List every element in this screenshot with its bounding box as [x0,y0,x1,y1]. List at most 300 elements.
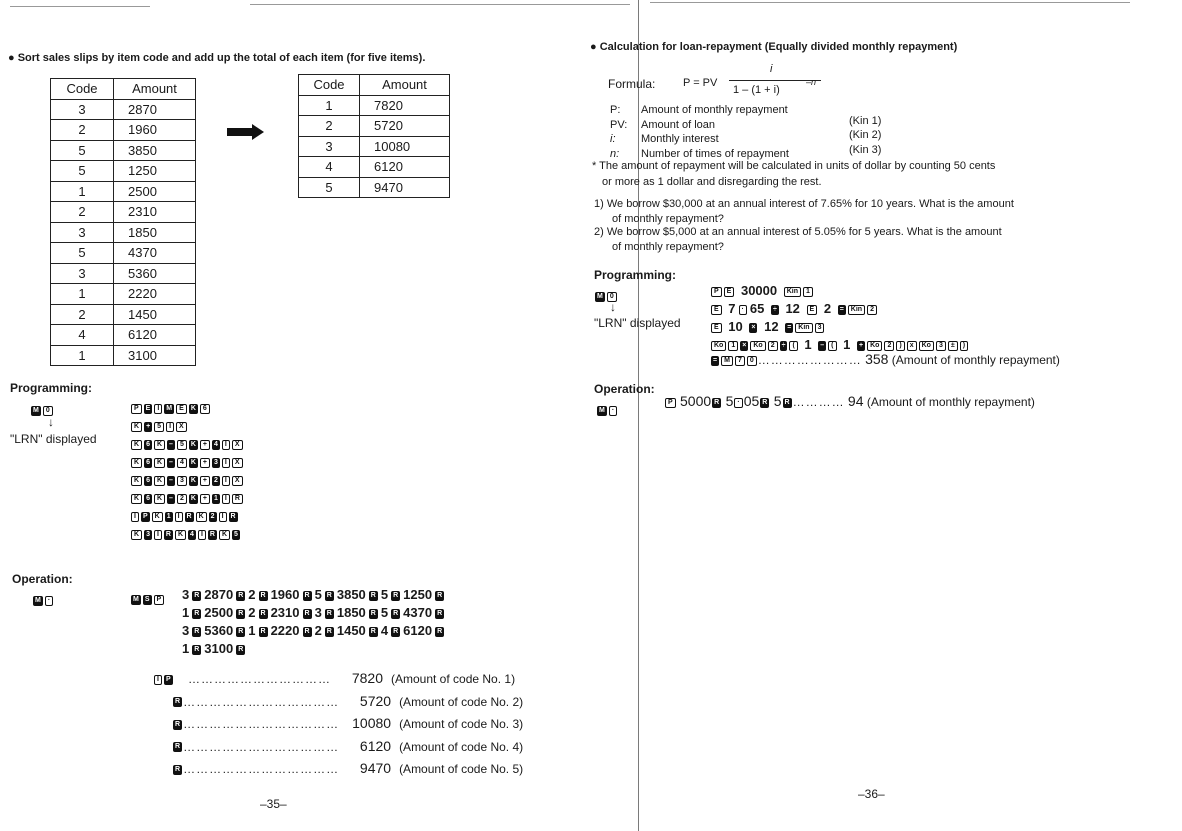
dot-key-icon: · [734,398,742,408]
key-icon: 3 [936,341,946,351]
operation-number: 1 [182,605,190,620]
kout-key-icon: Ko [919,341,934,351]
calculator-key-icon: 6 [146,458,150,466]
run-key-icon: R [238,627,244,635]
leader-dots: ……………………………… [183,762,340,776]
run-key-icon: R [194,609,200,617]
right-lrn-label: "LRN" displayed [594,316,681,330]
lrn-displayed-label: "LRN" displayed [10,432,97,446]
code-cell: 3 [51,99,114,120]
code-cell: 1 [51,181,114,202]
calculator-key-icon: R [165,530,171,538]
kin-key-icon: Kin [784,287,801,297]
run-key-icon: R [784,398,790,406]
operation-number: 2220 [270,623,300,638]
table-row [299,116,450,137]
operation-number: 5 [314,587,322,602]
calculator-key-icon: I [175,512,183,522]
key-icon: 3 [815,323,825,333]
calculator-key-icon: K [154,494,165,504]
run-key-icon: R [238,609,244,617]
run-key-icon: R [370,609,376,617]
amount-cell: 1450 [114,304,196,325]
key-icon: ( [828,341,836,351]
calculator-key-icon: 6 [146,476,150,484]
operation-number: 2500 [204,605,234,620]
kout-key-icon: Ko [750,341,765,351]
question-1-line-2: of monthly repayment? [612,213,724,225]
operation-number: 5360 [204,623,234,638]
kin-register-label: (Kin 3) [849,143,882,156]
left-op-mode-keys [32,592,54,610]
operation-line [180,605,445,620]
key-icon: 2 [884,341,894,351]
table-header-row [51,79,196,100]
calculator-key-icon: 4 [214,440,218,448]
op-prefix-keys [130,591,165,609]
kin-register-label: (Kin 2) [849,129,882,141]
operation-number: 2 [314,623,322,638]
question-2-line-1: 2) We borrow $5,000 at an annual interest of 5.05% for 5 years. What is the amount [594,226,1002,238]
table-header-row [299,75,450,96]
table-row [51,325,196,346]
kout-key-icon: Ko [867,341,882,351]
amount-header: Amount [114,79,196,100]
program-key-line [130,508,239,523]
mode-key-icon: M [35,596,41,604]
table-row [51,202,196,223]
key-icon: + [859,341,864,349]
operation-number: 1250 [403,587,433,602]
formula-exponent: –n [806,77,817,87]
run-key-icon: R [260,627,266,635]
operation-line [180,587,445,602]
amount-cell: 2500 [114,181,196,202]
calculator-key-icon: I [222,476,230,486]
calculator-key-icon: 1 [166,512,171,520]
kin-key-icon: Kin [795,323,812,333]
run-key-icon: R [238,645,244,653]
run-key-icon: R [437,609,443,617]
sales-slip-table [50,78,196,366]
kout-key-icon: Ko [711,341,726,351]
code-cell: 4 [299,157,360,178]
arrow-head-icon [252,124,264,140]
calculator-key-icon: K [154,476,165,486]
result-value: 10080 [352,715,392,731]
key-icon: E [711,305,722,315]
code-cell: 5 [299,177,360,198]
result-note: (Amount of code No. 1) [391,672,516,686]
amount-cell: 1960 [114,120,196,141]
definition-symbol: PV: [610,118,628,131]
key-icon: M [133,595,139,603]
program-key-line [130,454,244,469]
amount-cell: 9470 [360,177,450,198]
note-line-1: * The amount of repayment will be calculated in units of dollar by counting 50 cents [592,160,996,172]
key-icon: E [724,287,735,297]
calculator-key-icon: P [142,512,148,520]
table-row [51,263,196,284]
prog-line-2: E 7 · 65 ÷ 12 E 2 = Kin 2 [710,301,878,316]
table-row [51,161,196,182]
amount-header: Amount [360,75,450,96]
run-key-icon: R [762,398,768,406]
right-op-line: P 5000 R 5 · 05 R 5 R ………… 94 (Amount of monthly repayment) [664,393,1035,409]
calculator-key-icon: X [176,422,187,432]
calculator-key-icon: E [176,404,187,414]
formula-label: Formula: [608,77,656,91]
table-row [299,177,450,198]
operation-number: 1 [248,623,256,638]
definition-text: Amount of monthly repayment [641,104,788,116]
operation-number: 5 [380,587,389,602]
calculator-key-icon: 5 [177,440,187,450]
run-key-icon: R [304,591,310,599]
right-operation-label: Operation: [594,382,655,396]
program-key-line [130,472,244,487]
code-header: Code [51,79,114,100]
result-value: 5720 [359,692,392,709]
amount-cell: 1850 [114,222,196,243]
leader-dots: ……………………………… [183,739,340,754]
run-key-icon: R [326,591,332,599]
leader-dots: ……………………………… [183,717,340,731]
operation-line [180,623,445,638]
definition-text: Amount of loan [641,118,715,131]
table-row [299,136,450,157]
key-icon: ( [789,341,797,351]
left-operation-label: Operation: [12,572,73,586]
right-down-arrow: ↓ [610,300,616,314]
calculator-key-icon: – [169,494,173,502]
calculator-key-icon: K [131,422,142,432]
calculator-key-icon: I [166,422,174,432]
table-row [299,157,450,178]
table-row [51,304,196,325]
amount-cell: 10080 [360,136,450,157]
left-programming-label: Programming: [10,381,93,395]
operation-number: 5 [380,605,389,620]
calculator-key-icon: I [198,530,206,540]
operation-number: 2870 [204,587,234,602]
amount-cell: 3100 [114,345,196,366]
calculator-key-icon: 6 [146,494,150,502]
result-note: (Amount of code No. 2) [399,694,524,709]
calculator-key-icon: 5 [154,422,164,432]
operation-number: 4370 [403,605,433,620]
run-key-icon: R [304,609,310,617]
calculator-key-icon: K [190,404,196,412]
table-row [51,181,196,202]
inv-key-icon: I [154,675,162,685]
key-icon: ) [896,341,904,351]
operation-number: 2 [248,587,256,602]
calculator-key-icon: – [169,458,173,466]
run-key-icon: R [370,627,376,635]
calculator-key-icon: K [152,512,163,522]
result-prefix-keys [153,671,174,689]
mode-key-icon: M [597,292,603,300]
calculator-key-icon: + [200,440,210,450]
note-line-2: or more as 1 dollar and disregarding the rest. [602,176,822,188]
calculator-key-icon: X [232,440,243,450]
result-line [172,715,542,731]
calculator-key-icon: K [190,494,196,502]
run-key-icon: R [714,398,720,406]
run-key-icon: R [326,609,332,617]
amount-cell: 3850 [114,140,196,161]
mode-key-icon: M [721,356,733,366]
calculator-key-icon: K [131,476,142,486]
calculator-key-icon: K [154,440,165,450]
calculator-key-icon: K [190,458,196,466]
code-cell: 4 [51,325,114,346]
calculator-key-icon: + [200,494,210,504]
calculator-key-icon: 4 [177,458,187,468]
key-icon: x [907,341,917,351]
calculator-key-icon: I [154,404,162,414]
amount-cell: 2220 [114,284,196,305]
run-key-icon: R [175,743,181,751]
operation-number: 3100 [204,641,234,656]
run-key-icon: R [326,627,332,635]
amount-cell: 6120 [114,325,196,346]
definition-text: Monthly interest [641,133,719,145]
run-key-icon: R [260,591,266,599]
key-icon: ± [948,341,958,351]
calculator-key-icon: I [131,512,139,522]
calculator-key-icon: 5 [234,530,238,538]
leader-dots: …………………………… [188,672,331,686]
run-key-icon: R [304,627,310,635]
code-cell: 1 [299,95,360,116]
key-icon: 1 [803,287,813,297]
key-icon: P [154,595,165,605]
dot-key-icon: · [45,596,53,606]
program-key-line [130,400,211,415]
operation-number: 2 [248,605,256,620]
result-note: (Amount of code No. 3) [399,717,524,731]
calculator-key-icon: K [219,530,230,540]
right-op-mode-keys [596,402,618,420]
calculator-key-icon: + [200,458,210,468]
kin-key-icon: Kin [848,305,865,315]
definition-symbol: i: [610,133,616,145]
result-note: (Amount of code No. 4) [399,739,524,754]
zero-key-icon: 0 [607,292,617,302]
prog-result: = M 7 0 …………………… 358 (Amount of monthly repayment) [713,351,1060,367]
formula-lhs: P = PV [683,77,718,89]
code-cell: 1 [51,345,114,366]
calculator-key-icon: 4 [190,530,194,538]
calculator-key-icon: K [131,530,142,540]
key-icon: ÷ [781,341,786,349]
code-header: Code [299,75,360,96]
operation-number: 3 [182,623,190,638]
run-key-icon: R [194,627,200,635]
calculator-key-icon: K [131,494,142,504]
calculator-key-icon: 3 [177,476,187,486]
key-icon: 1 [728,341,738,351]
key-icon: ÷ [772,305,777,313]
run-key-icon: R [437,627,443,635]
run-key-icon: R [175,765,181,773]
operation-number: 4 [380,623,389,638]
dot-key-icon: · [609,406,617,416]
run-key-icon: R [393,627,399,635]
right-heading: ● Calculation for loan-repayment (Equally divided monthly repayment) [590,41,958,53]
page-number-right: –36– [858,787,885,801]
calculator-key-icon: K [196,512,207,522]
calculator-key-icon: R [230,512,236,520]
result-value: 9470 [359,760,392,776]
operation-number: 2310 [270,605,300,620]
key-icon: ) [960,341,968,351]
calculator-key-icon: K [190,440,196,448]
operation-number: 3 [182,587,190,602]
arrow-right-icon [227,128,253,136]
calculator-key-icon: 6 [146,440,150,448]
calculator-key-icon: 3 [146,530,150,538]
formula-denominator: 1 – (1 + i) [733,84,780,96]
calculator-key-icon: K [190,476,196,484]
code-cell: 5 [51,161,114,182]
key-icon: S [144,595,150,603]
run-key-icon: R [175,698,181,706]
operation-number: 3850 [336,587,366,602]
run-key-icon: R [260,609,266,617]
calculator-key-icon: R [232,494,243,504]
amount-cell: 4370 [114,243,196,264]
run-key-icon: R [175,720,181,728]
calculator-key-icon: R [209,530,215,538]
table-row [51,99,196,120]
operation-number: 1850 [336,605,366,620]
code-cell: 2 [51,202,114,223]
code-cell: 3 [51,263,114,284]
calculator-key-icon: E [145,404,151,412]
run-key-icon: R [393,609,399,617]
calculator-key-icon: I [222,440,230,450]
run-key-icon: R [238,591,244,599]
operation-number: 1960 [270,587,300,602]
code-cell: 2 [51,120,114,141]
key-icon: × [742,341,747,349]
operation-number: 1 [182,641,190,656]
formula-numerator: i [770,63,773,75]
definition-symbol: P: [610,104,621,116]
operation-number: 6120 [403,623,433,638]
mode-key-icon: M [33,406,39,414]
calculator-key-icon: – [169,440,173,448]
table-row [51,284,196,305]
calculator-key-icon: + [146,422,151,430]
code-cell: 3 [51,222,114,243]
result-line [172,760,542,776]
key-icon: = [839,305,844,313]
table-row [299,95,450,116]
key-icon: 2 [867,305,877,315]
calculator-key-icon: I [222,494,230,504]
key-icon: = [713,356,718,364]
amount-cell: 6120 [360,157,450,178]
key-icon: – [820,341,825,349]
calculator-key-icon: 2 [177,494,187,504]
calculator-key-icon: I [219,512,227,522]
question-2-line-2: of monthly repayment? [612,241,724,253]
page-fold [638,0,639,831]
mode-key-icon: M [599,406,605,414]
down-arrow: ↓ [48,415,54,429]
calculator-key-icon: + [200,476,210,486]
question-1-line-1: 1) We borrow $30,000 at an annual interest of 7.65% for 10 years. What is the amount [594,198,1014,210]
calculator-key-icon: 2 [210,512,215,520]
prog-line-1: P E 30000 Kin 1 [710,283,814,298]
calculator-key-icon: X [232,476,243,486]
prog-line-3: E 10 × 12 = Kin 3 [710,319,825,334]
result-value: 7820 [351,670,383,686]
definition-text: Number of times of repayment [641,147,789,160]
amount-cell: 5360 [114,263,196,284]
result-value: 6120 [359,737,392,754]
result-line [172,693,542,709]
p-key-icon: P [165,675,171,683]
run-key-icon: R [194,645,200,653]
calculator-key-icon: 6 [200,404,210,414]
calculator-key-icon: K [154,458,165,468]
result-line [172,738,542,754]
amount-cell: 2310 [114,202,196,223]
code-cell: 1 [51,284,114,305]
right-programming-label: Programming: [594,268,677,282]
key-icon: E [807,305,818,315]
operation-number: 1450 [336,623,366,638]
amount-cell: 5720 [360,116,450,137]
operation-line [180,641,246,656]
calculator-key-icon: M [166,404,173,412]
program-key-line [130,490,244,505]
zero-key-icon: 0 [43,406,53,416]
calculator-key-icon: 1 [214,494,218,502]
calculator-key-icon: K [175,530,186,540]
calculator-key-icon: I [154,530,162,540]
key-icon: = [787,323,792,331]
table-row [51,140,196,161]
program-key-line [130,436,244,451]
left-heading: ● Sort sales slips by item code and add up the total of each item (for five items). [8,52,426,64]
operation-number: 3 [314,605,322,620]
table-row [51,243,196,264]
amount-cell: 2870 [114,99,196,120]
calculator-key-icon: K [131,458,142,468]
calculator-key-icon: R [186,512,192,520]
calculator-key-icon: I [222,458,230,468]
code-cell: 3 [299,136,360,157]
amount-cell: 7820 [360,95,450,116]
key-icon: × [751,323,756,331]
code-cell: 2 [299,116,360,137]
definition-symbol: n: [610,147,620,160]
calculator-key-icon: – [169,476,173,484]
table-row [51,222,196,243]
code-cell: 5 [51,243,114,264]
key-icon: E [711,323,722,333]
dot-key-icon: · [739,305,747,315]
key-icon: 7 [735,356,745,366]
calculator-key-icon: 3 [214,458,218,466]
calculator-key-icon: X [232,458,243,468]
